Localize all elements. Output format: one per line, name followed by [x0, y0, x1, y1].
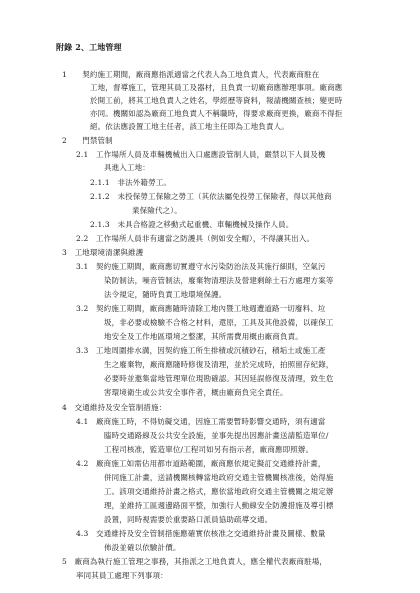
paragraph-line: 理，並維持工區週邊路面平整，加強行人動線安全防護措施及導引標 — [104, 501, 334, 510]
paragraph-line: 絕。依法應設置工地主任者，該工地主任即為工地負責人。 — [90, 122, 289, 131]
list-item: 2.1.2 未投保勞工保險之勞工（其依法屬免投勞工保險者，得以其他商 — [90, 192, 332, 201]
paragraph-line: 1 契約施工期間，廠商應指派適當之代表人為工地負責人，代表廠商駐在 — [62, 70, 320, 79]
paragraph-line: 2.1 工作場所人員及車輛機械出入口處應設管制人員，嚴禁以下人員及機 — [76, 150, 326, 159]
paragraph-line: 業保險代之）。 — [132, 206, 182, 215]
list-item: 2.1.1 非法外籍勞工。 — [90, 178, 172, 187]
paragraph-line: 具進入工地： — [104, 163, 150, 172]
paragraph-line: 臨時交通路線及公共安全設施，並事先提出因應計畫送請監造單位/ — [104, 431, 329, 440]
paragraph-line: 法令規定，隨時負責工地環境保護。 — [104, 290, 227, 299]
paragraph-line: 4.1 廠商施工時，不得妨礙交通，因施工需要暫時影響交通時，須有適當 — [76, 417, 326, 426]
paragraph-line: 3.1 契約施工期間，廠商應切實遵守水污染防治法及其施行細則，空氣污 — [76, 262, 326, 271]
paragraph-line: 圾，非必要或檢驗不合格之材料，還原，工具及其他設備，以確保工 — [104, 318, 334, 327]
paragraph-line: 必要時並邀集當地管理單位現勘確認。其因延誤修復及清理，致生危 — [104, 374, 334, 383]
section-heading: 2 門禁管制 — [62, 136, 113, 145]
section-heading: 3 工地環境清潔與維護 — [62, 248, 144, 257]
paragraph-line: 率同其員工處理下列事項： — [76, 571, 168, 580]
section-heading: 5 廠商為執行施工管理之事務，其指派之工地負責人，應全權代表廠商駐場， — [62, 557, 328, 566]
paragraph-line: 併同施工計畫，送請機關核轉當地政府交通主管機關核准後，始得施 — [104, 473, 334, 482]
paragraph-line: 工。該項交通維持計畫之格式，應依當地政府交通主管機關之規定辦 — [104, 487, 334, 496]
paragraph-line: 地安全及工作地區環境之整潔，其所需費用概由廠商負責。 — [104, 332, 303, 341]
paragraph-line: 4.2 廠商施工如需佔用都市道路範圍，廠商應依規定擬訂交通維持計畫， — [76, 459, 326, 468]
paragraph-line: 工程司核准，監造單位/工程司如另有指示者，廠商應即照辦。 — [104, 445, 314, 454]
paragraph-line: 工地，督導施工，管理其員工及器材，且負責一切廠商應辦理事項。廠商應 — [90, 83, 343, 92]
list-item: 2.1.3 未具合格證之移動式起重機、車輛機械及操作人員。 — [90, 220, 294, 229]
paragraph-line: 設置，同時視需要於重要路口派員協助疏導交通。 — [104, 515, 273, 524]
list-item: 2.2 工作場所人員非有適當之防護具（例如安全帽），不得讓其出入。 — [76, 234, 315, 243]
paragraph-line: 染防制法，噪音管制法，廢棄物清理法及營建剩餘土石方處理方案等 — [104, 276, 334, 285]
paragraph-line: 佈設並確以依驗計價。 — [104, 543, 181, 552]
paragraph-line: 於開工前，將其工地負責人之姓名，學經歷等資料，報請機關查核；變更時 — [90, 96, 343, 105]
paragraph-line: 3.2 契約施工期間，廠商應隨時清除工地內暨工地週遭道路一切廢料、垃 — [76, 304, 326, 313]
paragraph-line: 3.3 工地周圍排水溝，因契約施工所生排積或沉積砂石，積垢土或施工產 — [76, 346, 326, 355]
paragraph-line: 害環境衛生或公共安全事件者，概由廠商負完全責任。 — [104, 388, 288, 397]
paragraph-line: 亦同。機關如認為廠商工地負責人不稱職時，得要求廠商更換，廠商不得拒 — [90, 109, 343, 118]
section-heading: 4 交通維持及安全管制措施： — [62, 403, 167, 412]
paragraph-line: 生之廢棄物，廠商應隨時修復及清理，並於完成時，拍照留存紀錄， — [104, 360, 334, 369]
document-title: 附錄 2、工地管理 — [56, 42, 122, 52]
paragraph-line: 4.3 交通維持及安全管制措施應確實依核准之交通維持計畫及圖樣、數量 — [76, 529, 326, 538]
